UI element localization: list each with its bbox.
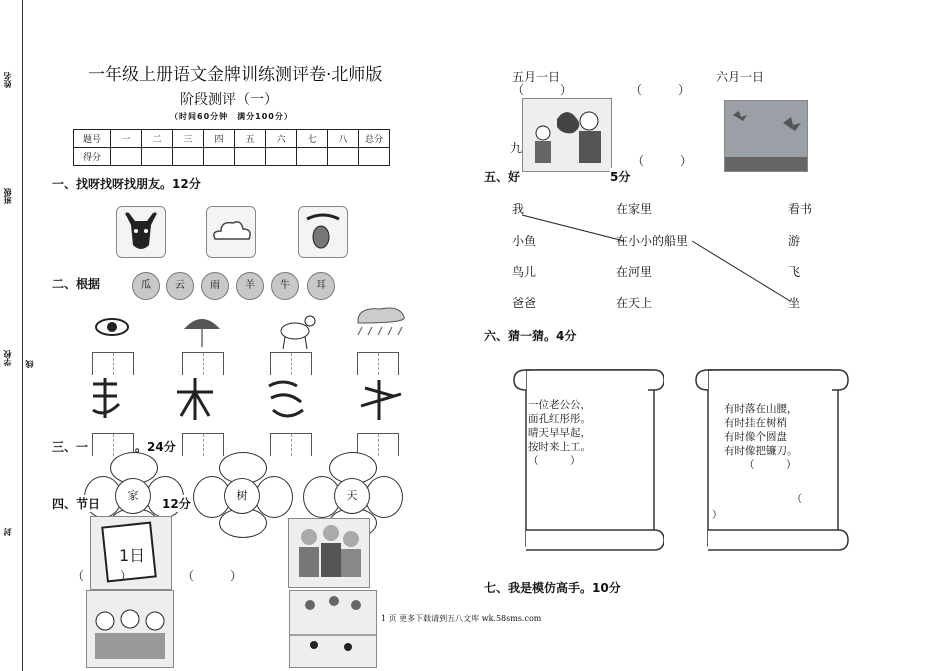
binding-line bbox=[22, 0, 23, 671]
section1-heading: 一、找呀找呀找朋友。12分 bbox=[52, 177, 201, 191]
section4-heading: 四、节日 bbox=[52, 497, 101, 511]
score-cell: 七 bbox=[297, 130, 328, 148]
score-input-cell[interactable] bbox=[111, 148, 142, 166]
char-circle-yun[interactable]: 云 bbox=[166, 272, 194, 300]
score-cell: 得分 bbox=[74, 148, 111, 166]
score-cell: 总分 bbox=[359, 130, 390, 148]
score-cell: 五 bbox=[235, 130, 266, 148]
score-input-cell[interactable] bbox=[142, 148, 173, 166]
score-input-cell[interactable] bbox=[173, 148, 204, 166]
section3-heading: 三、一 bbox=[52, 440, 89, 454]
riddle-answer[interactable]: （ ） bbox=[744, 459, 797, 471]
score-cell: 八 bbox=[328, 130, 359, 148]
score-input-cell[interactable] bbox=[235, 148, 266, 166]
riddle-line: 有时落在山腰， bbox=[724, 403, 798, 415]
flower-center-char: 树 bbox=[224, 478, 260, 514]
ancient-glyph-4 bbox=[361, 380, 401, 420]
partial-label: 九 bbox=[510, 141, 523, 155]
section2-heading: 二、根据 bbox=[52, 277, 101, 291]
margin-name-label: 姓名 bbox=[3, 72, 12, 88]
score-table bbox=[73, 129, 390, 166]
goat-picture bbox=[281, 316, 315, 349]
score-input-cell[interactable] bbox=[204, 148, 235, 166]
char-circle-yu[interactable]: 雨 bbox=[201, 272, 229, 300]
char-circle-er[interactable]: 耳 bbox=[307, 272, 335, 300]
riddle-line: 按时来上工。 bbox=[528, 441, 591, 453]
section6-heading: 六、猜一猜。4分 bbox=[484, 329, 577, 343]
section5-heading: 五、好 bbox=[484, 170, 521, 184]
match-action[interactable]: 看书 bbox=[788, 202, 813, 216]
section2-pictures bbox=[90, 305, 420, 355]
ancient-glyph-1 bbox=[93, 378, 119, 418]
ancient-glyph-2 bbox=[177, 378, 213, 420]
margin-class-label: 班级 bbox=[3, 188, 12, 204]
riddle-line: 有时像把镰刀。 bbox=[724, 445, 798, 457]
char-circle-yang[interactable]: 羊 bbox=[236, 272, 264, 300]
flower-center-char: 家 bbox=[115, 478, 151, 514]
match-subject[interactable]: 小鱼 bbox=[512, 234, 537, 248]
stray-paren-open: （ bbox=[792, 494, 802, 505]
gift-picture bbox=[522, 98, 612, 172]
flower-shu bbox=[193, 452, 293, 536]
score-table-header-row bbox=[74, 130, 390, 148]
match-action[interactable]: 坐 bbox=[788, 296, 801, 310]
section4-score: 12分 bbox=[162, 497, 191, 511]
june-first-label: 六月一日 bbox=[716, 70, 765, 84]
section3-score: 。24分 bbox=[135, 440, 176, 454]
matching-lines bbox=[500, 195, 820, 315]
riddle-2 bbox=[724, 402, 798, 472]
section5-score: 5分 bbox=[610, 170, 631, 184]
page-footer: 1 页 更多下载请到五八文库 wk.58sms.com bbox=[381, 614, 542, 623]
answer-paren[interactable]: （ ） bbox=[512, 83, 573, 97]
flower-center-char: 天 bbox=[334, 478, 370, 514]
riddle-line: 一位老公公， bbox=[528, 399, 591, 411]
ancient-glyph-3 bbox=[269, 382, 303, 416]
riddle-line: 有时挂在树梢 bbox=[724, 417, 787, 429]
score-cell: 题号 bbox=[74, 130, 111, 148]
match-subject[interactable]: 爸爸 bbox=[512, 296, 537, 310]
match-place[interactable]: 在河里 bbox=[616, 265, 653, 279]
char-circle-niu[interactable]: 牛 bbox=[271, 272, 299, 300]
exam-title: 一年级上册语文金牌训练测评卷·北师版 bbox=[88, 65, 383, 85]
flower-petal bbox=[255, 476, 293, 518]
score-input-cell[interactable] bbox=[297, 148, 328, 166]
answer-paren[interactable]: （ ） bbox=[72, 569, 133, 583]
score-input-cell[interactable] bbox=[328, 148, 359, 166]
match-action[interactable]: 飞 bbox=[788, 265, 801, 279]
riddle-1 bbox=[528, 398, 591, 468]
score-table-score-row bbox=[74, 148, 390, 166]
score-cell: 二 bbox=[142, 130, 173, 148]
score-cell: 四 bbox=[204, 130, 235, 148]
stray-paren-close: ） bbox=[712, 510, 722, 521]
score-cell: 一 bbox=[111, 130, 142, 148]
match-subject[interactable]: 我 bbox=[512, 202, 525, 216]
riddle-answer[interactable]: （ ） bbox=[528, 455, 581, 467]
umbrella-rain-picture bbox=[184, 319, 220, 347]
section7-heading: 七、我是模仿高手。10分 bbox=[484, 581, 621, 595]
eye-picture bbox=[96, 319, 128, 335]
sky-picture bbox=[724, 100, 808, 172]
family-picture bbox=[86, 590, 174, 668]
match-action[interactable]: 游 bbox=[788, 234, 801, 248]
svg-text:1日: 1日 bbox=[119, 546, 146, 565]
exam-time-note: （时间60分钟 满分100分） bbox=[170, 112, 293, 121]
exam-subtitle: 阶段测评（一） bbox=[180, 92, 278, 108]
may-first-label: 五月一日 bbox=[512, 70, 561, 84]
ox-head-picture bbox=[116, 206, 166, 258]
ancient-script-glyphs bbox=[85, 372, 415, 424]
score-cell: 三 bbox=[173, 130, 204, 148]
riddle-line: 晴天早早起， bbox=[528, 427, 591, 439]
match-place[interactable]: 在家里 bbox=[616, 202, 653, 216]
score-cell: 六 bbox=[266, 130, 297, 148]
score-input-cell[interactable] bbox=[359, 148, 390, 166]
flower-petal bbox=[365, 476, 403, 518]
match-place[interactable]: 在小小的船里 bbox=[616, 234, 689, 248]
score-input-cell[interactable] bbox=[266, 148, 297, 166]
riddle-line: 有时像个圆盘 bbox=[724, 431, 787, 443]
answer-paren[interactable]: （ ） bbox=[630, 83, 691, 97]
answer-paren[interactable]: （ ） bbox=[182, 569, 243, 583]
margin-seal-label: 封 bbox=[3, 528, 12, 536]
riddle-line: 面孔红彤彤。 bbox=[528, 413, 591, 425]
match-place[interactable]: 在天上 bbox=[616, 296, 653, 310]
elderly-people-picture bbox=[288, 518, 370, 588]
char-circle-gua[interactable]: 瓜 bbox=[132, 272, 160, 300]
margin-school-label: 学校 bbox=[3, 350, 12, 366]
melon-vine-picture bbox=[298, 206, 348, 258]
cloud-picture bbox=[206, 206, 256, 258]
children-playing-picture bbox=[289, 590, 377, 668]
match-subject[interactable]: 鸟儿 bbox=[512, 265, 537, 279]
margin-line-label: 线 bbox=[25, 360, 34, 368]
answer-paren[interactable]: （ ） bbox=[632, 154, 693, 168]
rain-cloud-picture bbox=[358, 308, 404, 335]
